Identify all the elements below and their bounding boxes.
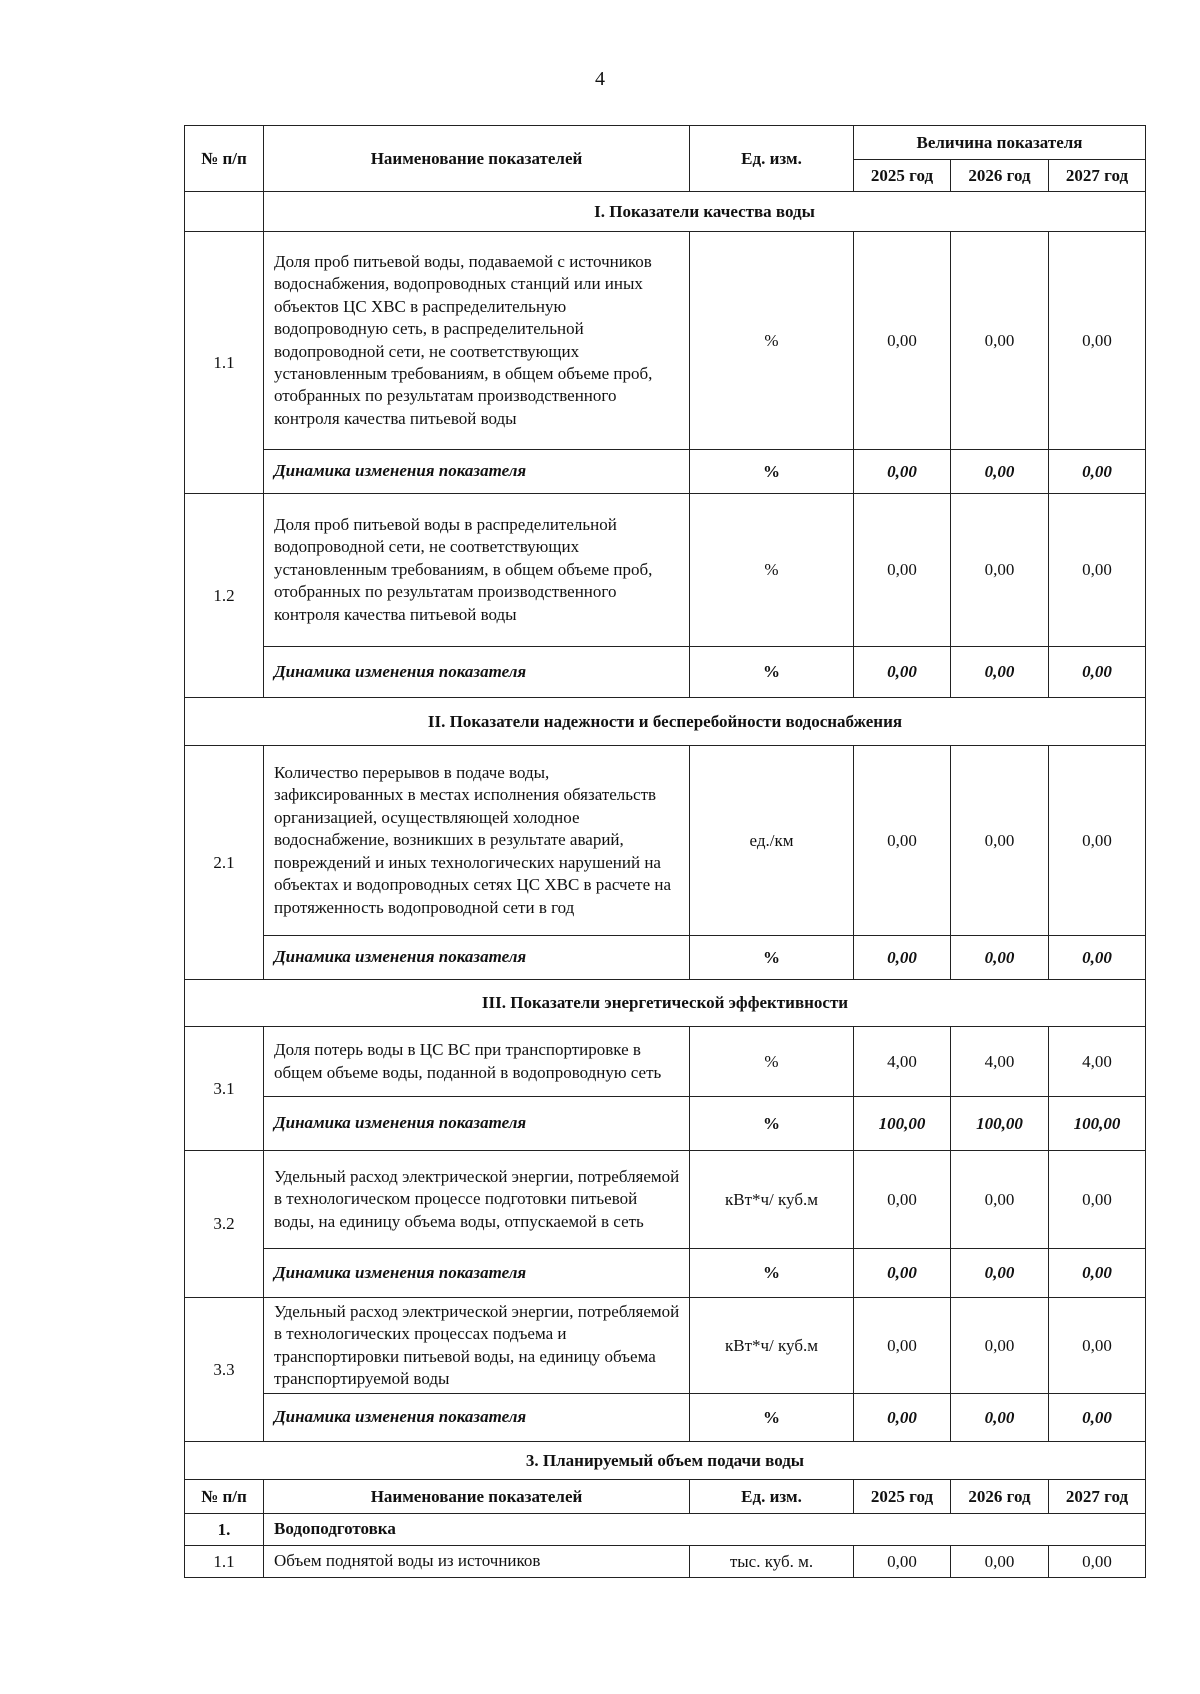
row-unit: %	[690, 494, 854, 647]
section-row	[185, 192, 1146, 232]
section-row	[185, 1442, 1146, 1480]
row-value: 0,00	[854, 1298, 951, 1394]
dynamics-value: 0,00	[951, 1249, 1049, 1298]
section-title: 3. Планируемый объем подачи воды	[185, 1442, 1146, 1480]
dynamics-row	[185, 450, 1146, 494]
dynamics-value: 0,00	[951, 450, 1049, 494]
dynamics-value: 0,00	[854, 936, 951, 980]
dynamics-value: 0,00	[1049, 1249, 1146, 1298]
dynamics-label: Динамика изменения показателя	[264, 936, 690, 980]
dynamics-unit: %	[690, 1097, 854, 1151]
dynamics-label: Динамика изменения показателя	[264, 450, 690, 494]
row-name: Доля проб питьевой воды, подаваемой с источников водоснабжения, водопроводных станций или иных объектов ЦС ХВС в распределительную водопроводную сеть, в распределительной водопроводной сети, не соответствующих установленным требованиям, в общем объеме проб, отобранных по результатам производственного контроля качества питьевой воды	[264, 232, 690, 450]
section-row	[185, 980, 1146, 1027]
header-year: 2025 год	[854, 1480, 951, 1514]
row-num: 1.2	[185, 494, 264, 698]
row-num: 1.1	[185, 1546, 264, 1578]
page-number: 4	[595, 68, 605, 90]
dynamics-row	[185, 1097, 1146, 1151]
row-value: 0,00	[1049, 1546, 1146, 1578]
header-row	[185, 1480, 1146, 1514]
row-value: 0,00	[854, 232, 951, 450]
dynamics-value: 100,00	[1049, 1097, 1146, 1151]
row-num: 3.1	[185, 1027, 264, 1151]
table-row	[185, 1546, 1146, 1578]
table-row	[185, 494, 1146, 647]
row-name: Объем поднятой воды из источников	[264, 1546, 690, 1578]
dynamics-unit: %	[690, 1394, 854, 1442]
section-row	[185, 698, 1146, 746]
row-value: 0,00	[854, 1546, 951, 1578]
dynamics-value: 0,00	[854, 1394, 951, 1442]
section-title: II. Показатели надежности и бесперебойности водоснабжения	[185, 698, 1146, 746]
row-value: 0,00	[1049, 746, 1146, 936]
table-row	[185, 1298, 1146, 1394]
row-num: 1.1	[185, 232, 264, 494]
table-row	[185, 746, 1146, 936]
row-value: 0,00	[854, 1151, 951, 1249]
row-value: 4,00	[1049, 1027, 1146, 1097]
dynamics-unit: %	[690, 450, 854, 494]
row-value: 4,00	[854, 1027, 951, 1097]
row-unit: кВт*ч/ куб.м	[690, 1151, 854, 1249]
section-title: III. Показатели энергетической эффективности	[185, 980, 1146, 1027]
dynamics-value: 0,00	[854, 647, 951, 698]
row-value: 0,00	[951, 232, 1049, 450]
dynamics-value: 0,00	[1049, 936, 1146, 980]
dynamics-value: 100,00	[854, 1097, 951, 1151]
dynamics-value: 0,00	[951, 1394, 1049, 1442]
section-title: I. Показатели качества воды	[264, 192, 1146, 232]
dynamics-value: 0,00	[951, 936, 1049, 980]
row-value: 0,00	[951, 494, 1049, 647]
header-year: 2027 год	[1049, 1480, 1146, 1514]
header-row	[185, 126, 1146, 160]
dynamics-row	[185, 1249, 1146, 1298]
row-value: 0,00	[854, 746, 951, 936]
row-value: 0,00	[1049, 1151, 1146, 1249]
row-value: 0,00	[951, 746, 1049, 936]
dynamics-value: 0,00	[1049, 450, 1146, 494]
group-row	[185, 1514, 1146, 1546]
row-value: 0,00	[951, 1546, 1049, 1578]
header-num: № п/п	[185, 126, 264, 192]
dynamics-row	[185, 1394, 1146, 1442]
group-num: 1.	[185, 1514, 264, 1546]
header-year: 2025 год	[854, 160, 951, 192]
row-num: 2.1	[185, 746, 264, 980]
section-empty-cell	[185, 192, 264, 232]
row-unit: кВт*ч/ куб.м	[690, 1298, 854, 1394]
dynamics-value: 0,00	[854, 1249, 951, 1298]
row-num: 3.3	[185, 1298, 264, 1442]
group-name: Водоподготовка	[264, 1514, 1146, 1546]
row-value: 0,00	[951, 1298, 1049, 1394]
row-num: 3.2	[185, 1151, 264, 1298]
header-unit: Ед. изм.	[690, 1480, 854, 1514]
header-year: 2026 год	[951, 1480, 1049, 1514]
table-row	[185, 232, 1146, 450]
row-unit: %	[690, 1027, 854, 1097]
dynamics-value: 0,00	[854, 450, 951, 494]
header-name: Наименование показателей	[264, 126, 690, 192]
dynamics-label: Динамика изменения показателя	[264, 1097, 690, 1151]
indicators-table	[184, 125, 1146, 1578]
header-name: Наименование показателей	[264, 1480, 690, 1514]
dynamics-label: Динамика изменения показателя	[264, 1249, 690, 1298]
row-name: Доля проб питьевой воды в распределительной водопроводной сети, не соответствующих установленным требованиям, в общем объеме проб, отобранных по результатам производственного контроля качества питьевой воды	[264, 494, 690, 647]
header-value-group: Величина показателя	[854, 126, 1146, 160]
row-unit: ед./км	[690, 746, 854, 936]
header-year: 2027 год	[1049, 160, 1146, 192]
row-value: 0,00	[1049, 1298, 1146, 1394]
row-value: 0,00	[1049, 494, 1146, 647]
dynamics-row	[185, 936, 1146, 980]
dynamics-value: 0,00	[951, 647, 1049, 698]
row-name: Удельный расход электрической энергии, потребляемой в технологическом процессе подготовки питьевой воды, на единицу объема воды, отпускаемой в сеть	[264, 1151, 690, 1249]
row-name: Удельный расход электрической энергии, потребляемой в технологических процессах подъема и транспортировки питьевой воды, на единицу объема транспортируемой воды	[264, 1298, 690, 1394]
dynamics-row	[185, 647, 1146, 698]
dynamics-unit: %	[690, 647, 854, 698]
header-num: № п/п	[185, 1480, 264, 1514]
dynamics-unit: %	[690, 936, 854, 980]
table-row	[185, 1027, 1146, 1097]
dynamics-value: 0,00	[1049, 647, 1146, 698]
header-year: 2026 год	[951, 160, 1049, 192]
dynamics-unit: %	[690, 1249, 854, 1298]
row-value: 0,00	[951, 1151, 1049, 1249]
row-unit: тыс. куб. м.	[690, 1546, 854, 1578]
header-unit: Ед. изм.	[690, 126, 854, 192]
dynamics-value: 100,00	[951, 1097, 1049, 1151]
row-unit: %	[690, 232, 854, 450]
row-name: Количество перерывов в подаче воды, зафиксированных в местах исполнения обязательств организацией, осуществляющей холодное водоснабжение, возникших в результате аварий, повреждений и иных технологических нарушений на объектах и водопроводных сетях ЦС ХВС в расчете на протяженность водопроводной сети в год	[264, 746, 690, 936]
table-row	[185, 1151, 1146, 1249]
dynamics-value: 0,00	[1049, 1394, 1146, 1442]
dynamics-label: Динамика изменения показателя	[264, 1394, 690, 1442]
row-value: 4,00	[951, 1027, 1049, 1097]
row-value: 0,00	[854, 494, 951, 647]
row-value: 0,00	[1049, 232, 1146, 450]
dynamics-label: Динамика изменения показателя	[264, 647, 690, 698]
row-name: Доля потерь воды в ЦС ВС при транспортировке в общем объеме воды, поданной в водопроводную сеть	[264, 1027, 690, 1097]
